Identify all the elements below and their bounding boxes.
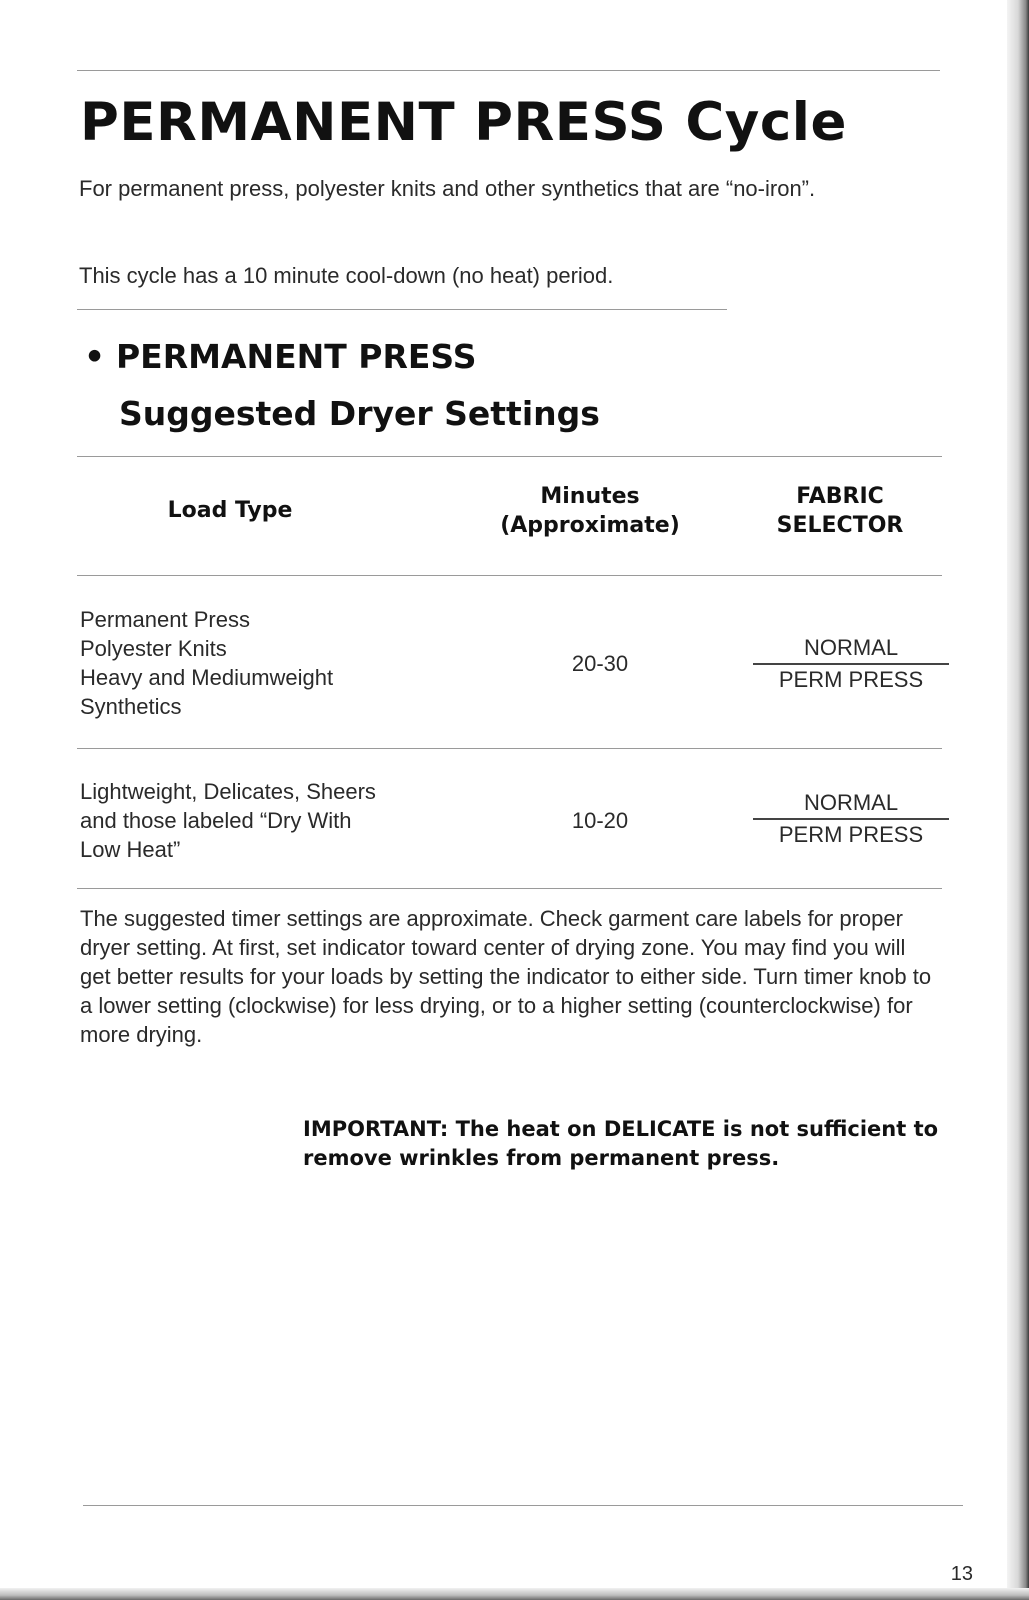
header-minutes-line: Minutes <box>540 484 640 509</box>
selector-perm-press: PERM PRESS <box>778 821 924 847</box>
load-type-line: Lightweight, Delicates, Sheers <box>80 779 376 804</box>
selector-normal: NORMAL <box>803 635 899 660</box>
load-type-line: Low Heat” <box>80 837 181 862</box>
table-header-rule <box>77 575 942 576</box>
bullet-icon: • <box>84 337 106 376</box>
section-heading-text: PERMANENT PRESS <box>116 337 477 376</box>
bottom-rule <box>83 1505 963 1506</box>
header-minutes-line: (Approximate) <box>500 513 680 538</box>
timer-instructions: The suggested timer settings are approximate. Check garment care labels for proper dryer setting. At first, set indicator toward center of drying zone. You may find you will get better results for your loads by setting the indicator to either side. Turn timer knob to a lower setting (clockwise) for less drying, or to a higher setting (counterclockwise) for more drying. <box>80 906 932 1047</box>
load-type-line: Polyester Knits <box>80 636 227 661</box>
header-load-type <box>120 496 340 525</box>
row2-fabric-selector <box>751 790 951 848</box>
page-number: 13 <box>950 1563 973 1585</box>
table-top-rule <box>77 456 942 457</box>
section-rule <box>77 309 727 310</box>
top-rule <box>77 70 940 71</box>
table-bottom-rule <box>77 888 942 889</box>
page-bottom-shadow <box>0 1588 1029 1600</box>
row1-load-type <box>80 605 500 721</box>
header-minutes <box>470 482 710 540</box>
intro-text: For permanent press, polyester knits and other synthetics that are “no-iron”. <box>79 176 816 201</box>
load-type-line: Permanent Press <box>80 607 250 632</box>
important-note: IMPORTANT: The heat on DELICATE is not sufficient to remove wrinkles from permanent press. <box>303 1117 939 1170</box>
page-edge-shadow <box>1007 0 1029 1600</box>
load-type-line: Synthetics <box>80 694 182 719</box>
selector-perm-press: PERM PRESS <box>778 666 924 692</box>
cooldown-note: This cycle has a 10 minute cool-down (no heat) period. <box>79 263 614 288</box>
load-type-line: Heavy and Mediumweight <box>80 665 334 690</box>
section-heading <box>84 337 477 376</box>
row2-load-type <box>80 777 500 864</box>
header-fabric-selector-line: SELECTOR <box>776 513 904 538</box>
row-divider <box>77 748 942 749</box>
row1-minutes: 20-30 <box>571 651 629 676</box>
selector-normal: NORMAL <box>803 790 899 815</box>
page-title: PERMANENT PRESS Cycle <box>80 92 847 153</box>
header-load-type-line: Load Type <box>167 498 293 523</box>
row1-fabric-selector <box>751 635 951 693</box>
load-type-line: and those labeled “Dry With <box>80 808 352 833</box>
row2-minutes: 10-20 <box>571 808 629 833</box>
section-subheading: Suggested Dryer Settings <box>119 394 600 433</box>
header-fabric-selector <box>740 482 940 540</box>
header-fabric-selector-line: FABRIC <box>796 484 884 509</box>
